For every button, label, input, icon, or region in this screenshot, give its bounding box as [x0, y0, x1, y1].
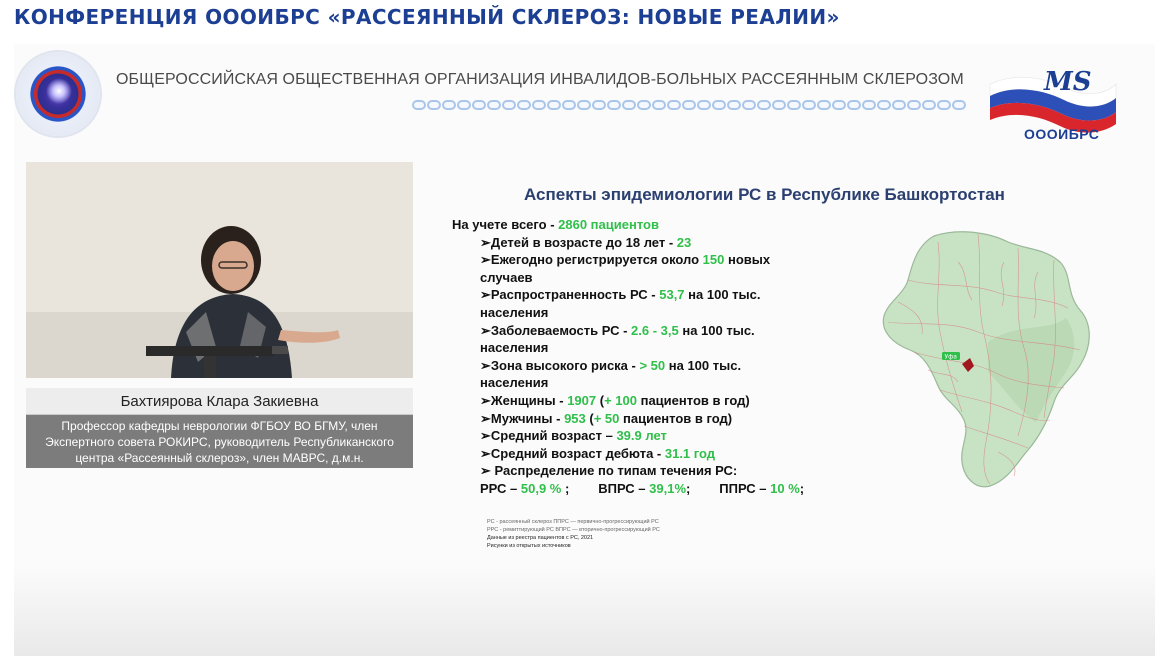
fact-incidence: [452, 322, 872, 340]
chain-link: [607, 100, 621, 110]
fact-value: 23: [676, 234, 692, 250]
fact-onset: [452, 445, 872, 463]
fact-men: [452, 410, 872, 428]
fact-label: ➢Средний возраст дебюта -: [480, 445, 665, 461]
fact-label: ➢Средний возраст –: [480, 428, 617, 444]
note-line: Рисунки из открытых источников: [487, 543, 571, 549]
fact-label: ➢Детей в возрасте до 18 лет -: [480, 234, 677, 250]
fact-text: (: [585, 410, 594, 426]
map-city-label: Уфа: [944, 353, 957, 361]
fact-label: ППРС –: [719, 480, 771, 496]
fact-prevalence: [452, 286, 872, 304]
fact-value: 1907: [567, 392, 597, 408]
chain-link: [847, 100, 861, 110]
fact-suffix: на 100 тыс.: [665, 357, 742, 373]
fact-yearly-cont: случаев: [480, 269, 533, 285]
ms-logo-mark: MS: [1044, 67, 1092, 97]
chain-link: [637, 100, 651, 110]
fact-label: ➢Ежегодно регистрируется около: [480, 252, 703, 268]
chain-link: [922, 100, 936, 110]
bashkortostan-map: [868, 222, 1096, 496]
speaker-role: [26, 415, 413, 468]
chain-link: [907, 100, 921, 110]
chain-link: [757, 100, 771, 110]
fact-types-values: [452, 480, 872, 498]
fact-label: ➢Распространенность РС -: [480, 287, 660, 303]
speaker-role-line: Профессор кафедры неврологии ФГБОУ ВО БГМУ, член: [61, 419, 378, 433]
fact-label: ВПРС –: [598, 480, 650, 496]
speaker-video: [26, 162, 413, 378]
chain-link: [622, 100, 636, 110]
fact-text: ;: [799, 480, 805, 496]
chain-link: [787, 100, 801, 110]
fact-text: пациентов в год): [636, 392, 750, 408]
fact-label: ➢Заболеваемость РС -: [480, 322, 632, 338]
fact-label: ➢Женщины -: [480, 392, 568, 408]
speaker-name: Бахтиярова Клара Закиевна: [26, 388, 413, 415]
fact-text: ;: [561, 480, 570, 496]
org-name: ОБЩЕРОССИЙСКАЯ ОБЩЕСТВЕННАЯ ОРГАНИЗАЦИЯ ИНВАЛИДОВ-БОЛЬНЫХ РАССЕЯННЫМ СКЛЕРОЗОМ: [116, 71, 964, 88]
fact-value: 31.1 год: [664, 445, 716, 461]
fact-prevalence-cont: населения: [480, 304, 549, 320]
fact-text: (: [596, 392, 605, 408]
chain-link: [742, 100, 756, 110]
chain-link: [862, 100, 876, 110]
fact-age: [452, 427, 872, 445]
fact-value: 10 %: [770, 480, 800, 496]
fact-label: РРС –: [480, 480, 521, 496]
chain-link: [772, 100, 786, 110]
chain-link: [652, 100, 666, 110]
speaker-role-line: центра «Рассеянный склероз», член МАВРС, д.м.н.: [75, 451, 364, 465]
chain-link: [697, 100, 711, 110]
fact-text: ;: [686, 480, 691, 496]
chain-link: [547, 100, 561, 110]
fact-label: ➢Мужчины -: [480, 410, 565, 426]
ms-logo-label: ОООИБРС: [1024, 126, 1100, 142]
fact-value: 53,7: [659, 287, 685, 303]
fact-children: [452, 234, 872, 252]
fact-yearly: [452, 251, 872, 269]
globe-logo-icon: [16, 52, 100, 136]
chain-divider: [412, 100, 966, 110]
chain-link: [952, 100, 966, 110]
speaker-role-line: Экспертного совета РОКИРС, руководитель Республиканского: [45, 435, 394, 449]
chain-link: [532, 100, 546, 110]
fact-risk: [452, 357, 872, 375]
fact-value: 2860 пациентов: [558, 217, 659, 232]
fact-risk-cont: населения: [480, 375, 549, 391]
fact-value: 39.9 лет: [616, 428, 667, 444]
chain-link: [667, 100, 681, 110]
chain-link: [457, 100, 471, 110]
chain-link: [592, 100, 606, 110]
note-line: РС - рассеянный склероз ППРС — первично-прогрессирующий РС: [487, 519, 659, 525]
chain-link: [832, 100, 846, 110]
chain-link: [502, 100, 516, 110]
fact-value: 39,1%: [649, 480, 687, 496]
chain-link: [727, 100, 741, 110]
slide-notes: [487, 518, 660, 550]
note-line: РРС - ремиттирующий РС ВПРС — вторично-прогрессирующий РС: [487, 527, 660, 533]
chain-link: [577, 100, 591, 110]
chain-link: [487, 100, 501, 110]
stage-fade: [14, 566, 1155, 656]
epidemiology-facts: [452, 216, 872, 498]
note-line: Данные из реестра пациентов с РС, 2021: [487, 535, 594, 541]
chain-link: [877, 100, 891, 110]
video-stage: [14, 44, 1155, 656]
chain-link: [937, 100, 951, 110]
chain-link: [712, 100, 726, 110]
chain-link: [892, 100, 906, 110]
fact-suffix: на 100 тыс.: [678, 322, 755, 338]
fact-value: 2.6 - 3,5: [631, 322, 679, 338]
chain-link: [442, 100, 456, 110]
chain-link: [682, 100, 696, 110]
fact-women: [452, 392, 872, 410]
fact-types: ➢ Распределение по типам течения РС:: [480, 463, 738, 479]
fact-value: 953: [564, 410, 586, 426]
chain-link: [472, 100, 486, 110]
fact-label: На учете всего -: [452, 217, 559, 232]
fact-value: + 50: [593, 410, 620, 426]
fact-text: пациентов в год): [619, 410, 733, 426]
chain-link: [412, 100, 426, 110]
fact-suffix: на 100 тыс.: [684, 287, 761, 303]
fact-suffix: новых: [724, 252, 771, 268]
slide-title: Аспекты эпидемиологии РС в Республике Башкортостан: [524, 185, 1005, 204]
fact-value: 150: [702, 252, 725, 268]
fact-label: ➢Зона высокого риска -: [480, 357, 640, 373]
chain-link: [517, 100, 531, 110]
page-title: КОНФЕРЕНЦИЯ ОООИБРС «РАССЕЯННЫЙ СКЛЕРОЗ: НОВЫЕ РЕАЛИИ»: [14, 5, 840, 29]
fact-value: 50,9 %: [520, 480, 562, 496]
chain-link: [802, 100, 816, 110]
fact-total: [452, 216, 872, 234]
chain-link: [562, 100, 576, 110]
fact-incidence-cont: населения: [480, 340, 549, 356]
fact-value: > 50: [639, 357, 666, 373]
chain-link: [817, 100, 831, 110]
chain-link: [427, 100, 441, 110]
fact-value: + 100: [604, 392, 637, 408]
